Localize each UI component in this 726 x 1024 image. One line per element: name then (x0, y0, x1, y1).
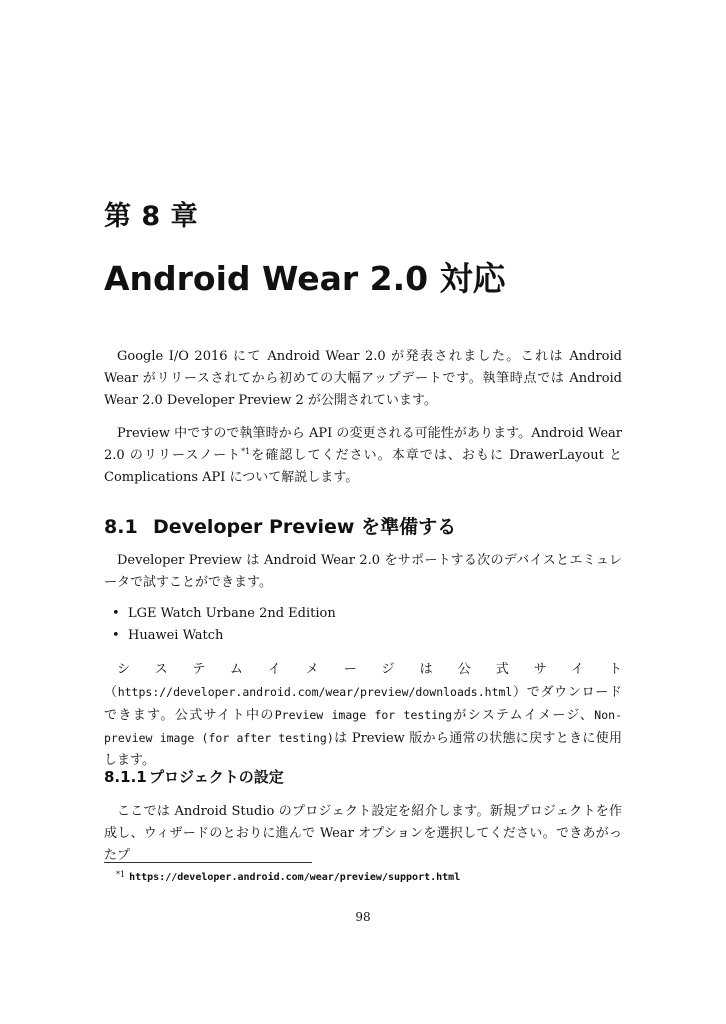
section-number: 8.1 (104, 516, 138, 538)
footnote (116, 870, 460, 883)
footnote-url-link[interactable]: https://developer.android.com/wear/preview/support.html (129, 872, 461, 883)
download-text-3: がシステムイメージ、 (452, 708, 595, 723)
section-8-1-intro: Developer Preview は Android Wear 2.0 をサポートする次のデバイスとエミュレータで試すことができます。 (104, 553, 622, 590)
footnote-mark: *1 (116, 870, 126, 879)
list-item (112, 625, 336, 647)
device-name: Huawei Watch (128, 628, 224, 643)
subsection-title: プロジェクトの設定 (149, 768, 284, 786)
intro-paragraph-2-text-a: Preview 中ですので執筆時から API の変更される可能性があります。Android Wear 2.0 のリリースノート (104, 426, 622, 463)
bullet-icon: • (112, 628, 120, 643)
section-heading-8-1-1 (104, 766, 284, 787)
page-number: 98 (355, 910, 371, 924)
device-name: LGE Watch Urbane 2nd Edition (128, 606, 336, 621)
download-text-1: システムイメージは公式サイト（ (104, 662, 622, 700)
download-paragraph (104, 659, 622, 772)
section-title: Developer Preview を準備する (153, 516, 457, 538)
intro-paragraph-1: Google I/O 2016 にて Android Wear 2.0 が発表されました。これは Android Wear がリリースされてから初めての大幅アップデートです。執筆時点では Android Wear 2.0 Developer Preview 2 が公開されています。 (104, 349, 622, 408)
download-url-link[interactable]: https://developer.android.com/wear/preview/downloads.html (117, 685, 513, 699)
download-text-4: は Preview 版から通常の状態に戻すときに使用します。 (104, 731, 622, 768)
preview-image-name: Preview image for testing (274, 708, 452, 722)
footnote-divider (104, 862, 312, 863)
footnote-reference[interactable]: *1 (241, 447, 251, 456)
project-settings-paragraph: ここでは Android Studio のプロジェクト設定を紹介します。新規プロジェクトを作成し、ウィザードのとおりに進んで Wear オプションを選択してください。できあがったプ (104, 804, 622, 863)
list-item (112, 603, 336, 625)
section-heading-8-1 (104, 512, 456, 539)
non-preview-image-name: Non-preview image (for after testing) (104, 708, 622, 745)
subsection-number: 8.1.1 (104, 768, 147, 786)
device-list (112, 603, 336, 647)
intro-paragraph-2-text-b: を確認してください。本章では、おもに DrawerLayout と Complications API について解説します。 (104, 448, 622, 485)
download-text-2: ）でダウンロードできます。公式サイト中の (104, 685, 622, 723)
chapter-label: 第 8 章 (104, 201, 199, 232)
bullet-icon: • (112, 606, 120, 621)
intro-paragraph-2 (104, 423, 622, 489)
chapter-title: Android Wear 2.0 対応 (104, 259, 506, 298)
